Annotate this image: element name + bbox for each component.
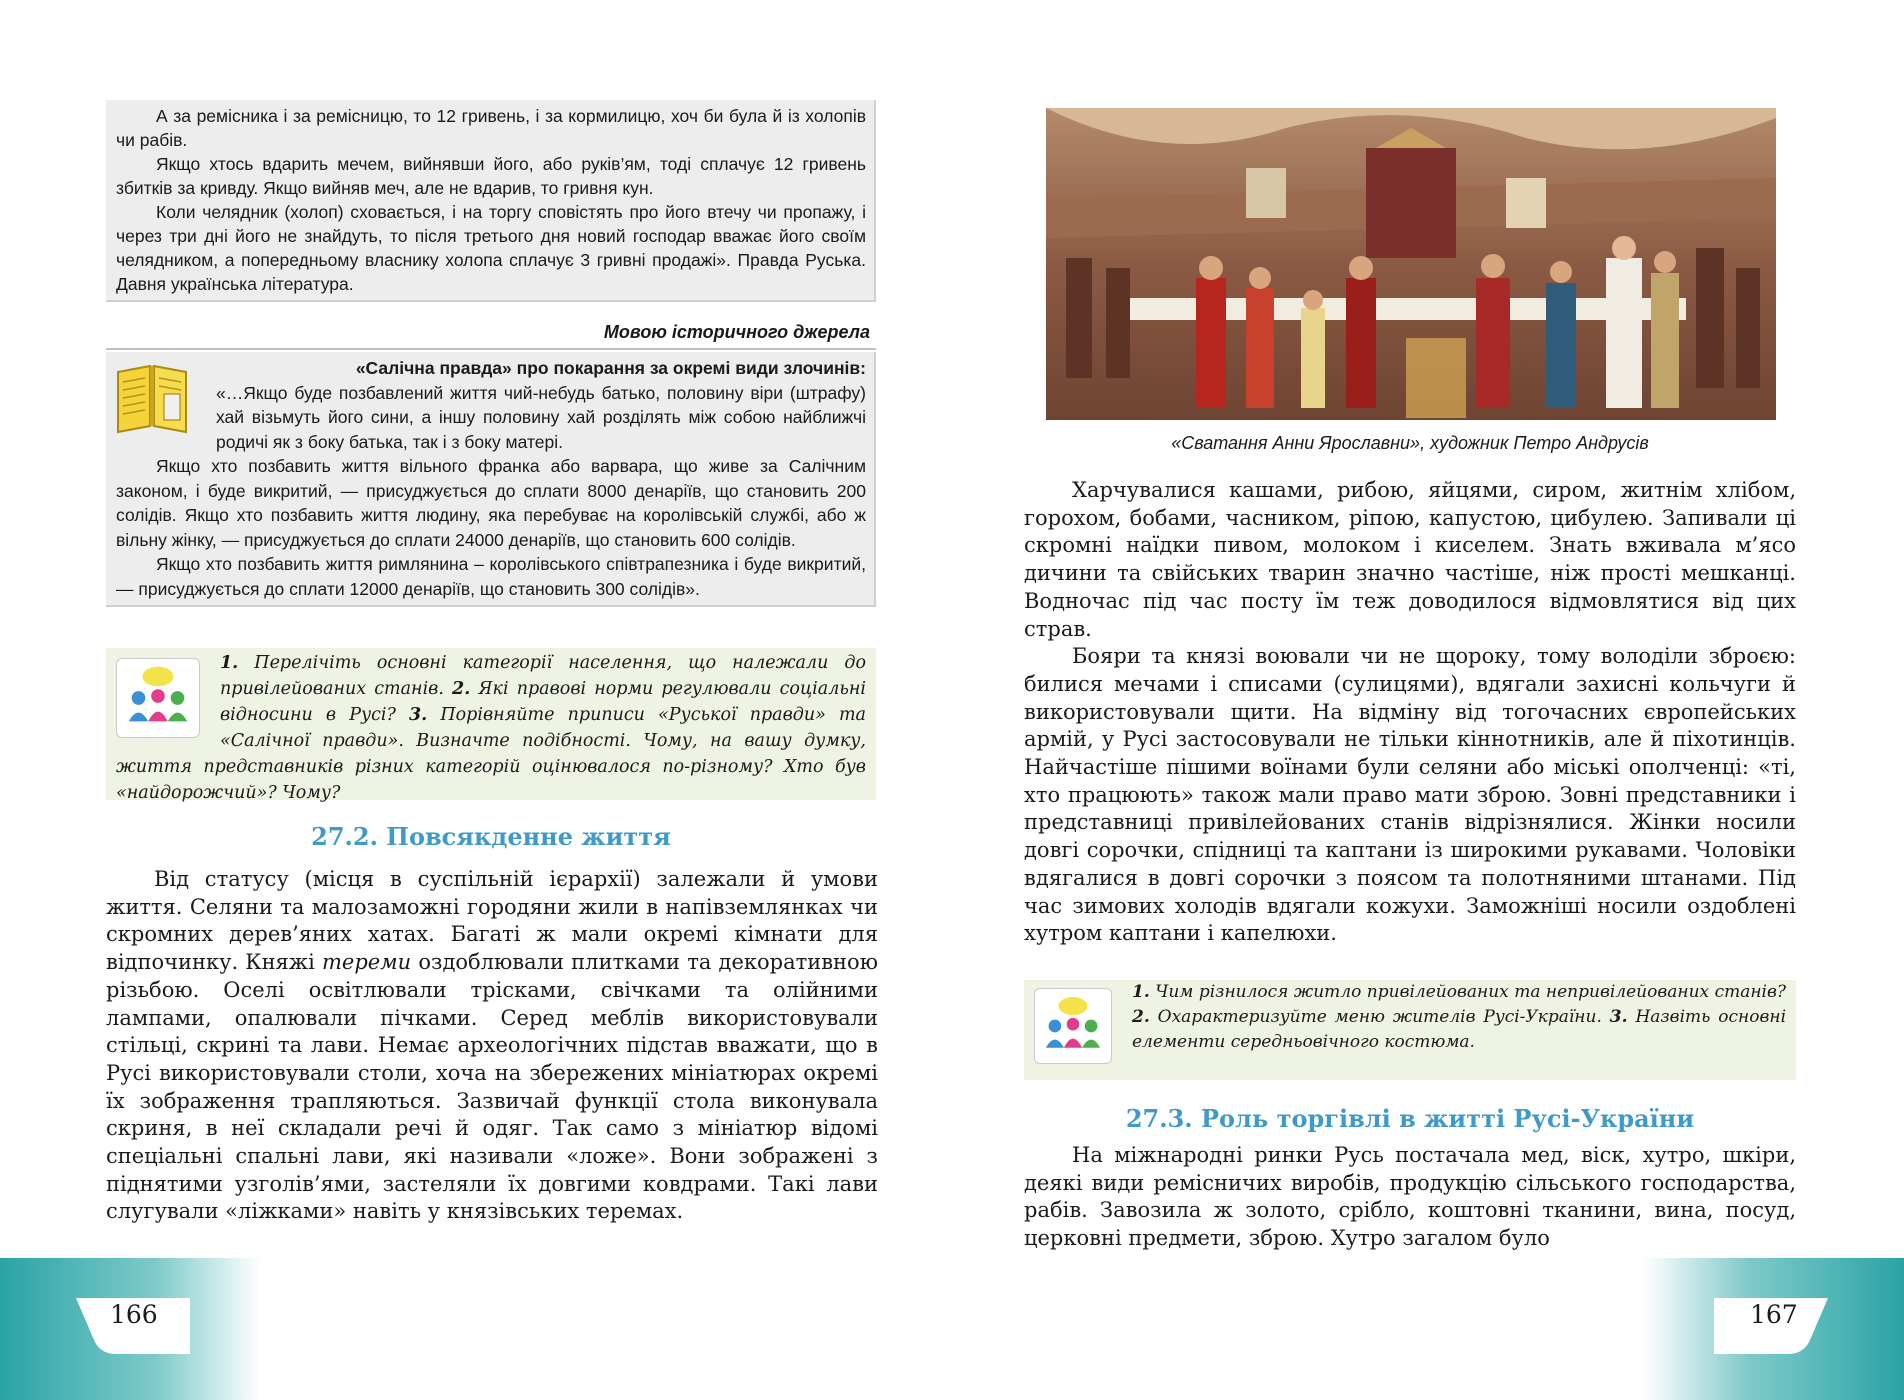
section-heading: 27.2. Повсякденне життя bbox=[311, 822, 671, 851]
question-text: Які правові норми регулювали соціальні відносини в Русі? bbox=[220, 679, 866, 725]
open-book-icon bbox=[112, 362, 192, 436]
painting-image bbox=[1046, 108, 1776, 420]
question-text: Назвіть основні елементи середньовічного костюма. bbox=[1132, 1007, 1787, 1052]
question-text: Порівняйте приписи «Руської правди» та «Салічної правди». Визначте подібності. Чому, на вашу думку, життя представників різних категорій оцінювалося по-різному? Хто був «найдорожчий»? Чому? bbox=[116, 705, 866, 803]
quote-paragraph: А за ремісника і за ремісницю, то 12 гривень, і за кормилицю, хоч би була й із холопів чи рабів. bbox=[116, 106, 866, 150]
painting-caption: «Сватання Анни Ярославни», художник Петро Андрусів bbox=[1171, 433, 1649, 453]
group-discussion-icon bbox=[1034, 988, 1112, 1064]
question-text: Охарактеризуйте меню жителів Русі-України. bbox=[1149, 1007, 1610, 1027]
body-text bbox=[1024, 477, 1796, 948]
page-number: 167 bbox=[1750, 1300, 1798, 1329]
question-text: Чим різнилося житло привілейованих та непривілейованих станів? bbox=[1149, 982, 1786, 1002]
body-paragraph: Бояри та князі воювали чи не щороку, тому володіли зброєю: билися мечами і списами (сулицями), вдягали захисні кольчуги й використовували щити. На відміну від тогочасних європейських армій, у Русі застосовували не тільки кіннотників, але й піхотинців. Найчастіше пішими воїнами були селяни або міські ополченці: «ті, хто працюють» також мали право мати зброю. Зовні представники і представниці привілейованих станів відрізнялися. Жінки носили довгі сорочки, спідниці та каптани із широкими рукавами. Чоловіки вдягалися в довгі сорочки з поясом та полотняними штанами. Під час зимових холодів вдягали кожухи. Заможніші носили оздоблені хутром каптани і капелюхи. bbox=[1024, 644, 1796, 946]
quote-box bbox=[106, 100, 876, 302]
page-footer bbox=[0, 1258, 1904, 1400]
body-paragraph: Харчувалися кашами, рибою, яйцями, сиром, житнім хлібом, горохом, бобами, часником, ріпою, капустою, цибулею. Запивали ці скромні наїдки пивом, молоком і киселем. Знать вживала м’ясо дичини та свійських тварин значно частіше, ніж прості мешканці. Водночас під час посту їм теж доводилося відмовлятися від цих страв. bbox=[1024, 478, 1796, 641]
quote-paragraph: Якщо хтось вдарить мечем, вийнявши його, або руків’ям, тоді сплачує 12 гривень збитків за кривду. Якщо вийняв меч, але не вдарив, то гривня кун. bbox=[116, 154, 866, 198]
body-paragraph bbox=[106, 866, 878, 1226]
body-paragraph: На міжнародні ринки Русь постачала мед, віск, хутро, шкіри, деякі види ремісничих виробів, продукцію сільського господарства, рабів. Завозила ж золото, срібло, коштовні тканини, вина, посуд, церковні предмети, зброю. Хутро загалом було bbox=[1024, 1143, 1796, 1251]
source-first-paragraph: «…Якщо буде позбавлений життя чий-небудь батько, половину віри (штрафу) хай візьмуть його сини, а іншу половину хай розділять між собою найближчі родичі як з боку батька, так і з боку матері. bbox=[216, 382, 866, 452]
question-text: Перелічіть основні категорії населення, що належали до привілейованих станів. bbox=[220, 653, 866, 699]
source-paragraph: Якщо хто позбавить життя римлянина – королівського співтрапезника і буде викритий, — присуджується до сплати 12000 денаріїв, що становить 300 солідів». bbox=[116, 554, 866, 599]
source-label: Мовою історичного джерела bbox=[603, 322, 870, 342]
question-number: 1. bbox=[1132, 982, 1150, 1002]
question-number: 2. bbox=[452, 679, 471, 699]
question-number: 1. bbox=[220, 653, 239, 673]
question-number: 3. bbox=[1609, 1007, 1628, 1027]
questions-box bbox=[106, 648, 876, 803]
body-text bbox=[106, 866, 878, 1226]
page-number: 166 bbox=[110, 1300, 158, 1329]
source-box bbox=[106, 352, 876, 607]
emphasis-term: тереми bbox=[322, 950, 412, 975]
body-text bbox=[1024, 1142, 1796, 1253]
section-heading: 27.3. Роль торгівлі в житті Русі-України bbox=[1125, 1104, 1695, 1133]
text-span: оздоблювали плитками та декоративною різьбою. Оселі освітлювали трісками, свічками та олійними лампами, опалювали пічками. Серед меблів використовували стільці, скрині та лави. Немає археологічних підстав вважати, що в Русі використовували столи, хоча на збережених мініатюрах окремі їх зображення трапляються. Зазвичай функції стола виконувала скриня, в неї складали речі й одяг. Так само з мініатюр відомі спеціальні спальні лави, які називали «ложе». Вони зображені з піднятими узголів’ями, застеляли їх довгими ковдрами. Такі лави слугували «ліжками» навіть у князівських теремах. bbox=[106, 950, 878, 1224]
text-span: Від статусу (місця в суспільній ієрархії) залежали й умови життя. Селяни та малозаможні городяни жили в напівземлянках чи скромних дерев’яних хатах. Багаті ж мали окремі кімнати для відпочинку. Княжі bbox=[106, 867, 878, 975]
question-number: 3. bbox=[409, 705, 428, 725]
question-number: 2. bbox=[1132, 1007, 1150, 1027]
divider bbox=[106, 348, 876, 350]
questions-box bbox=[1024, 980, 1796, 1080]
source-heading: «Салічна правда» про покарання за окремі види злочинів: bbox=[355, 358, 866, 378]
group-discussion-icon bbox=[116, 658, 200, 738]
source-paragraph: Якщо хто позбавить життя вільного франка або варвара, що живе за Салічним законом, і буде викритий, — присуджується до сплати 8000 денаріїв, що становить 200 солідів. Якщо хто позбавить життя людину, яка перебуває на королівській службі, або ж вільну жінку, — присуджується до сплати 24000 денаріїв, що становить 600 солідів. bbox=[116, 456, 866, 550]
quote-paragraph: Коли челядник (холоп) сховається, і на торгу сповістять про його втечу чи пропажу, і через три дні його не знайдуть, то після третього дня новий господар вважає його своїм челядником, а попередньому власнику холопа сплачує 3 гривні продажі». Правда Руська. Давня українська література. bbox=[116, 202, 866, 294]
